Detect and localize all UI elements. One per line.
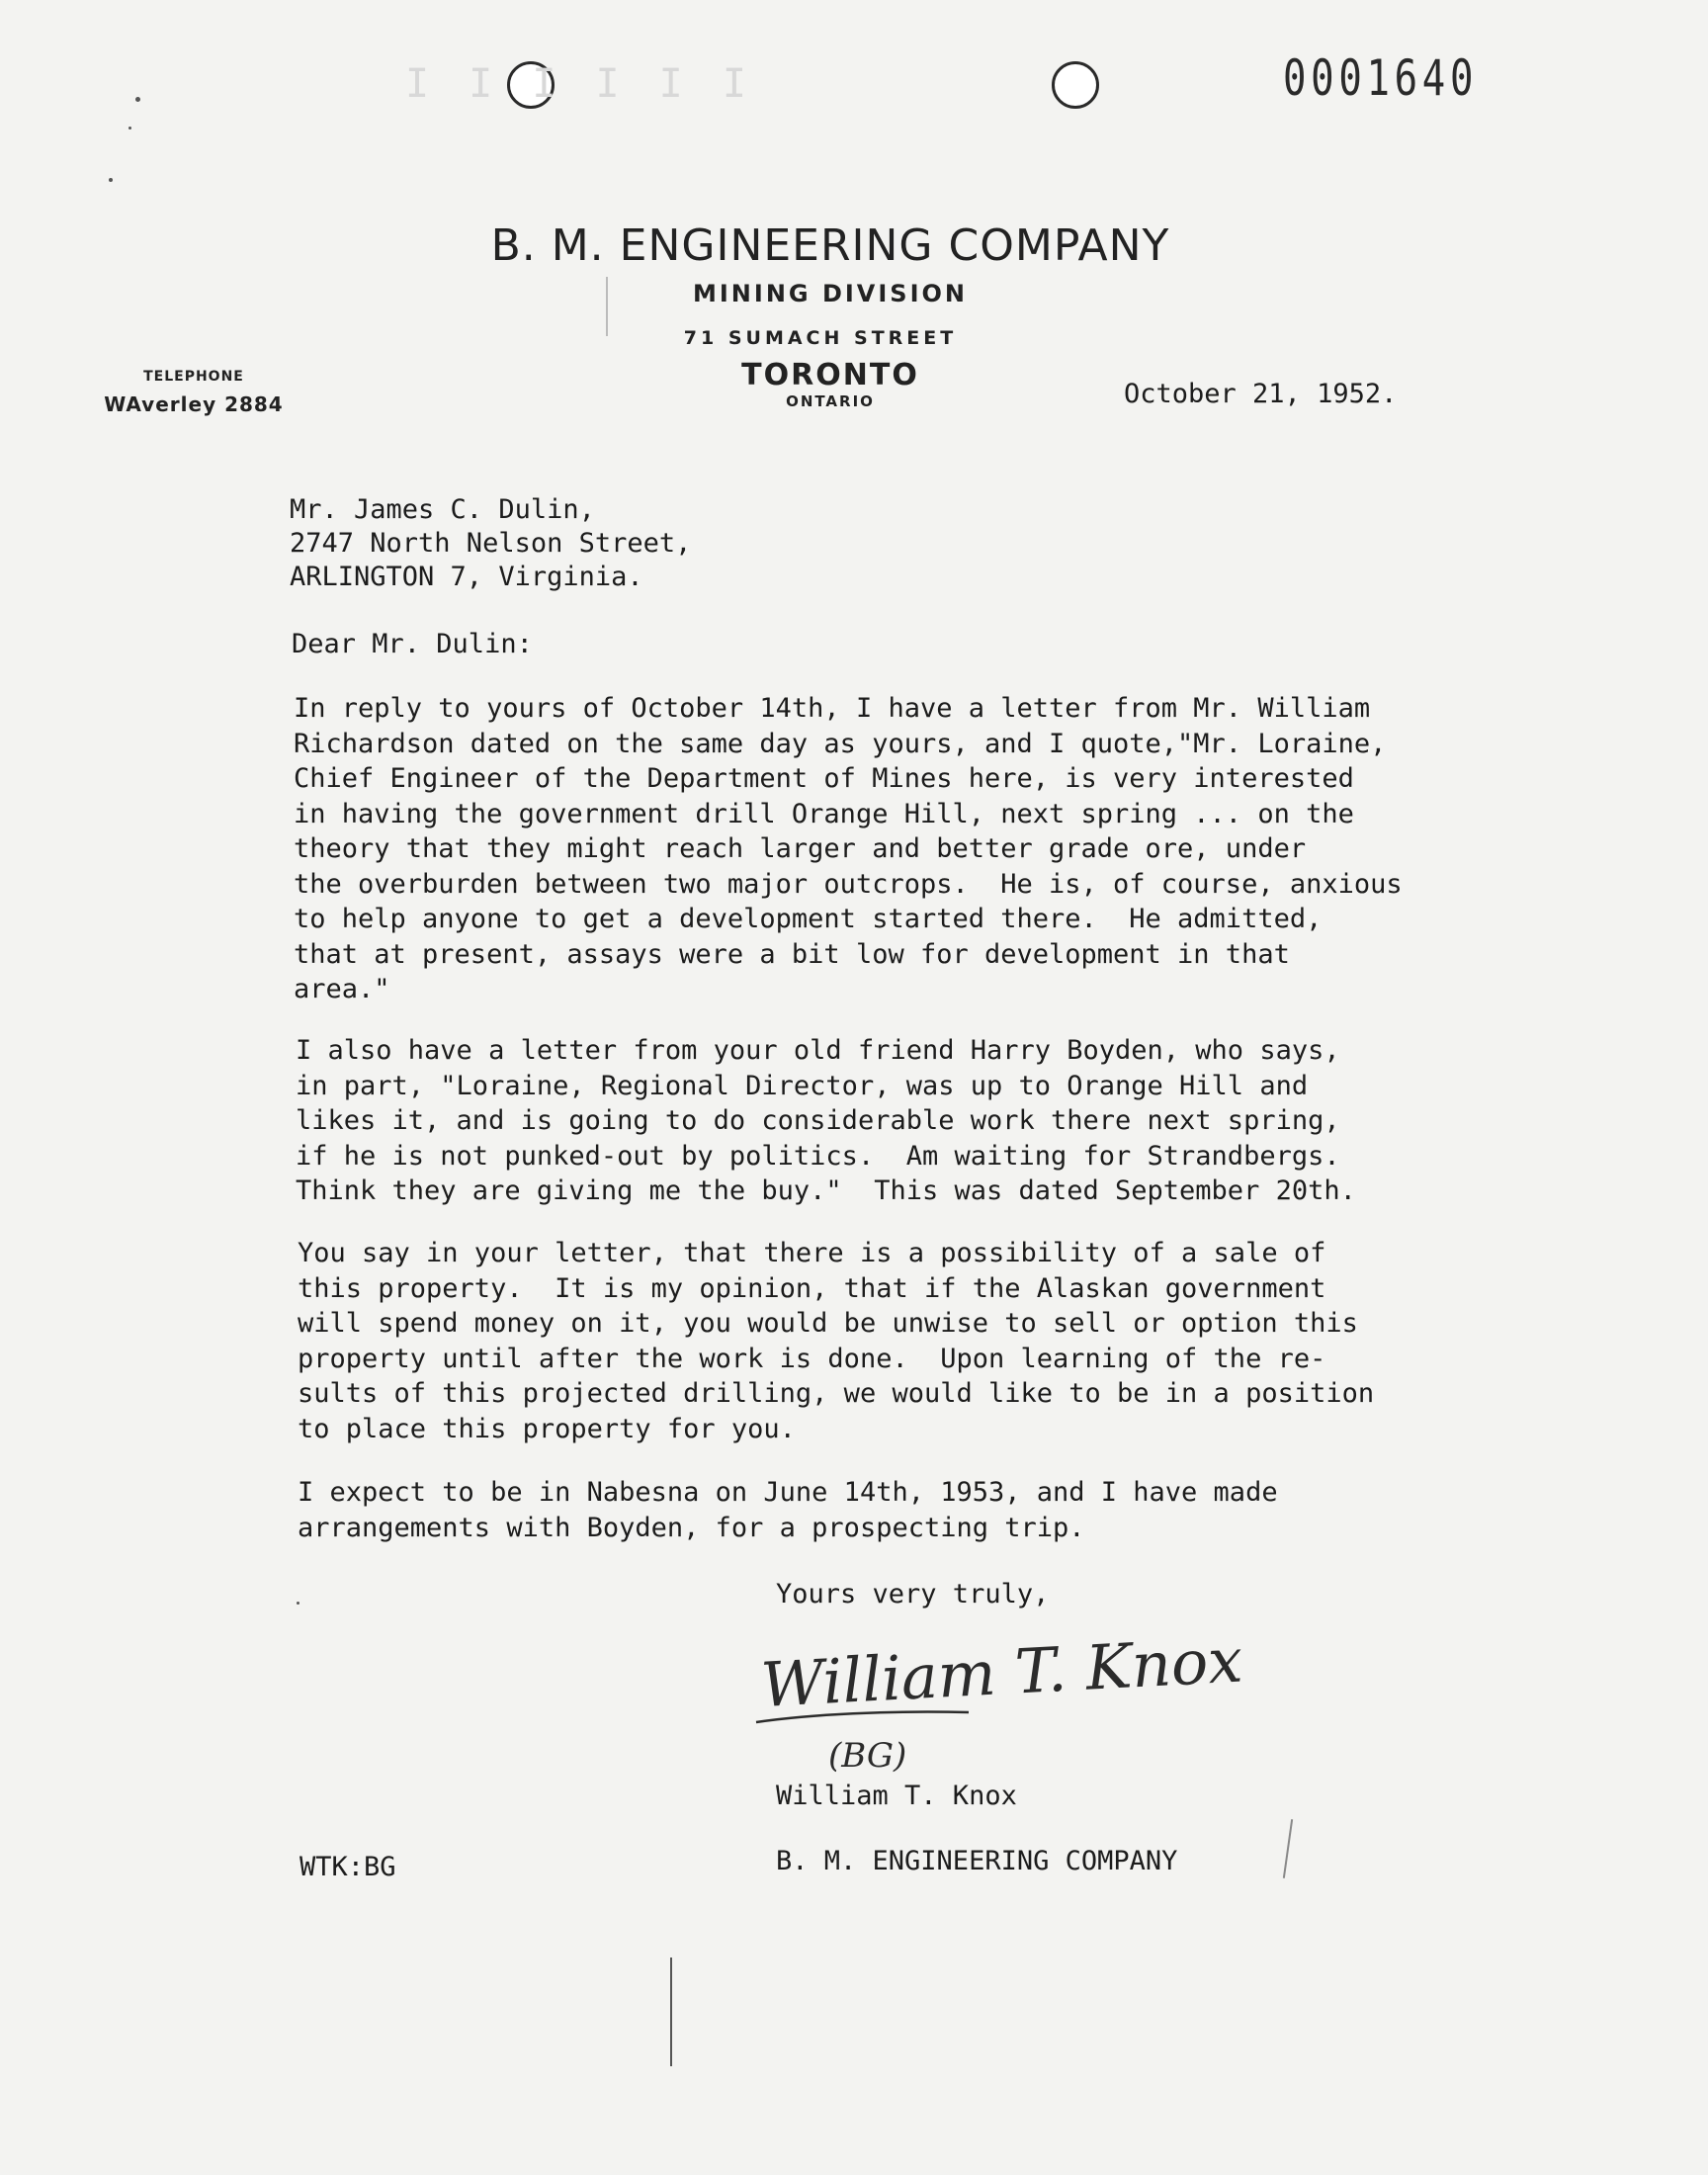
recipient-street: 2747 North Nelson Street,	[290, 528, 692, 559]
signer-company: B. M. ENGINEERING COMPANY	[776, 1846, 1178, 1876]
ghost-stamp-number: I I I I I I	[405, 61, 754, 107]
recipient-address	[290, 493, 691, 594]
page-crease-mark	[1283, 1819, 1293, 1878]
handwritten-signature: William T. Knox	[759, 1623, 1244, 1721]
handwritten-initials: (BG)	[828, 1736, 907, 1776]
signer-name: William T. Knox	[776, 1781, 1017, 1811]
page-fold-line	[606, 277, 608, 336]
body-paragraph: I also have a letter from your old friend Harry Boyden, who says, in part, "Loraine, Regional Director, was up to Orange Hill and likes it, and is going to do considerable work there next spring, if he is not punked-out by politics. Am waiting for Strandbergs. Think they are giving me the buy." This was dated September 20th.	[296, 1035, 1356, 1206]
telephone-label: TELEPHONE	[143, 369, 244, 385]
body-paragraph: You say in your letter, that there is a possibility of a sale of this property. It is my opinion, that if the Alaskan government will spend money on it, you would be unwise to sell or option this property until after the work is done. Upon learning of the re- sults of this projected drilling, we would like to be in a position to place this property for you.	[298, 1238, 1375, 1444]
company-division: MINING DIVISION	[692, 280, 969, 307]
recipient-name: Mr. James C. Dulin,	[290, 494, 595, 525]
stray-mark	[109, 178, 113, 182]
document-number: 0001640	[1283, 49, 1479, 107]
telephone-number: WAverley 2884	[104, 392, 284, 416]
company-province: ONTARIO	[786, 392, 875, 410]
body-paragraph: In reply to yours of October 14th, I have a letter from Mr. William Richardson dated on the same day as yours, and I quote,"Mr. Loraine, Chief Engineer of the Department of Mines here, is very interested in having the government drill Orange Hill, next spring ... on the theory that they might reach larger and better grade ore, under the overburden between two major outcrops. He is, of course, anxious to help anyone to get a development started there. He admitted, that at present, assays were a bit low for development in that area."	[294, 693, 1403, 1004]
stray-mark	[135, 97, 140, 102]
company-city: TORONTO	[741, 358, 919, 392]
signature-underline-stroke	[751, 1693, 1245, 1732]
punch-hole-right	[1052, 61, 1099, 109]
signature-stroke	[756, 1711, 969, 1722]
salutation: Dear Mr. Dulin:	[292, 629, 533, 659]
recipient-city: ARLINGTON 7, Virginia.	[290, 562, 643, 592]
company-street: 71 SUMACH STREET	[683, 327, 958, 349]
body-paragraph: I expect to be in Nabesna on June 14th, 1953, and I have made arrangements with Boyden, for a prospecting trip.	[298, 1477, 1278, 1543]
page-fold-line	[670, 1958, 672, 2066]
stray-mark	[128, 127, 131, 130]
complimentary-close: Yours very truly,	[776, 1579, 1050, 1610]
company-name: B. M. ENGINEERING COMPANY	[490, 220, 1170, 271]
reference-initials: WTK:BG	[299, 1852, 396, 1882]
stray-mark	[297, 1602, 299, 1605]
letter-date: October 21, 1952.	[1124, 379, 1398, 409]
